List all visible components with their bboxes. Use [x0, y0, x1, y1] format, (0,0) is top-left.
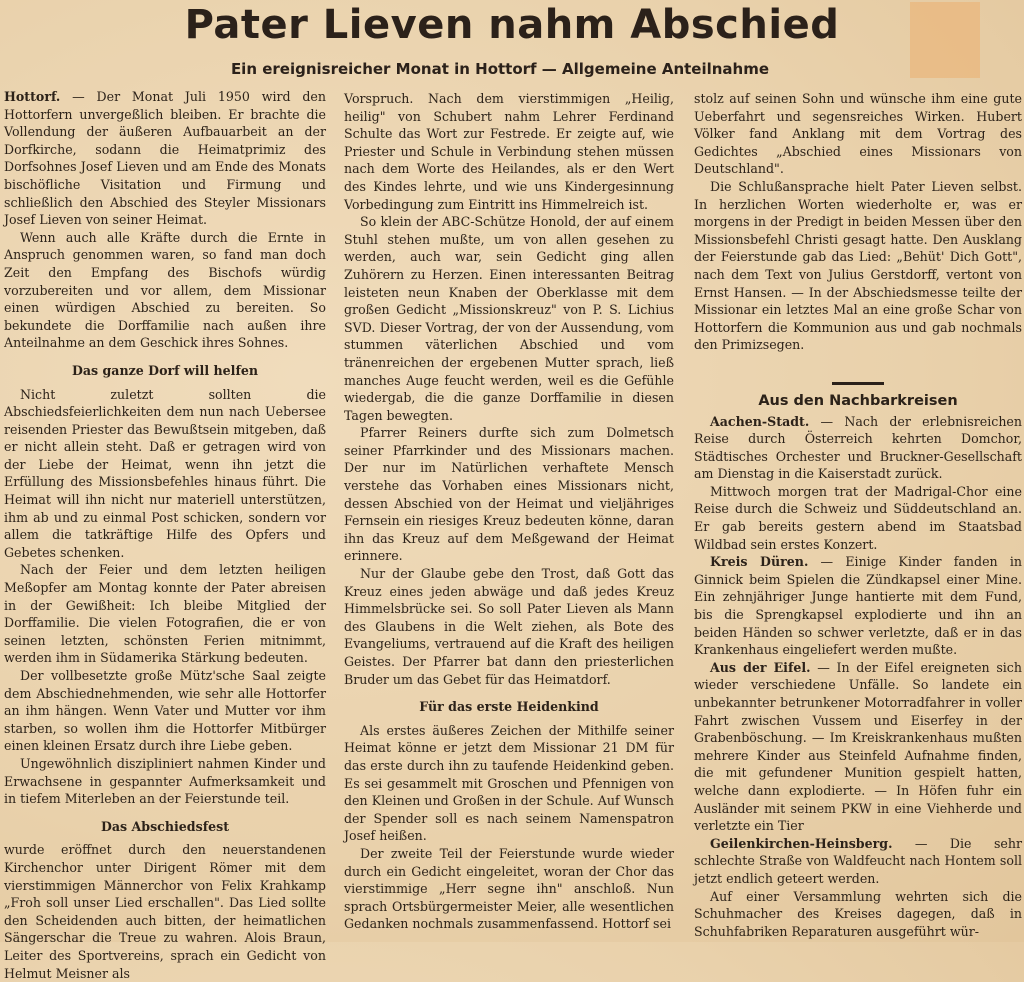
dateline: Hottorf. [4, 89, 61, 104]
paragraph [694, 553, 1022, 659]
paragraph: Nicht zuletzt sollten die Abschiedsfeierlichkeiten dem nun nach Uebersee reisenden Priester das Bewußtsein mitgeben, daß er nicht allein steht. Daß er getragen wird von der Liebe der Heimat, wenn ihn jetzt die Erfüllung des Missionsbefehles hinaus führt. Die Heimat will ihn nicht nur materiell unterstützen, ihm ab und zu einmal Post schicken, sondern vor allem die tatkräftige Hilfe des Opfers und Gebetes schenken. [4, 386, 326, 560]
column-2 [344, 90, 674, 933]
paragraph: Nur der Glaube gebe den Trost, daß Gott das Kreuz eines jeden abwäge und daß jedes Kreuz Himmelsbrücke sei. So soll Pater Lieven als Mann des Glaubens in die Welt ziehen, als Bote des Evangeliums, vertrauend auf die Kraft des heiligen Geistes. Der Pfarrer bat dann den priesterlichen Bruder um das Gebet für das Heimatdorf. [344, 566, 674, 687]
paragraph [4, 88, 326, 229]
paragraph-text: — In der Eifel ereigneten sich wieder verschiedene Unfälle. So landete ein unbekannter betrunkener Motorradfahrer in voller Fahrt zwischen Vussem und Eiserfey in der Grabenböschung. — Im Kreiskrankenhaus mußten mehrere Kinder aus Steinfeld Aufnahme finden, die mit gefundener Munition gespielt hatten, welche dann explodierte. — In Höfen fuhr ein Ausländer mit seinem PKW in eine Viehherde und verletzte ein Tier [694, 659, 1022, 834]
paragraph: Mittwoch morgen trat der Madrigal-Chor eine Reise durch die Schweiz und Süddeutschland an. Er gab bereits gestern abend im Staatsbad Wildbad sein erstes Konzert. [694, 483, 1022, 552]
dateline: Geilenkirchen-Heinsberg. [710, 835, 893, 851]
paragraph [694, 835, 1022, 888]
separator-rule [832, 382, 884, 385]
paragraph: Nach der Feier und dem letzten heiligen Meßopfer am Montag konnte der Pater abreisen in der Gewißheit: Ich bleibe Mitglied der Dorffamilie. Die vielen Fotografien, die er von seinen letzten, schönsten Ferien mitnimmt, werden ihm in Südamerika Stärkung bedeuten. [4, 562, 326, 666]
dateline: Aachen-Stadt. [710, 413, 810, 429]
paragraph-text: — Der Monat Juli 1950 wird den Hottorfern unvergeßlich bleiben. Er brachte die Vollendung der äußeren Aufbauarbeit an der Dorfkirche, sodann die Heimatprimiz des Dorfsohnes Josef Lieven und am Ende des Monats bischöfliche Visitation und Firmung und schließlich den Abschied des Steyler Missionars Josef Lieven von seiner Heimat. [4, 89, 326, 228]
column-1 [4, 88, 326, 982]
paragraph: Der vollbesetzte große Mütz'sche Saal zeigte dem Abschiednehmenden, wie sehr alle Hottorfer an ihm hängen. Wenn Vater und Mutter vor ihm starben, so wollen ihm die Hottorfer Mitbürger einen kleinen Ersatz durch ihre Liebe geben. [4, 668, 326, 754]
paragraph: Wenn auch alle Kräfte durch die Ernte in Anspruch genommen waren, so fand man doch Zeit den Empfang des Bischofs würdig vorzubereiten und vor allem, dem Missionar einen würdigen Abschied zu bereiten. So bekundete die Dorffamilie nach außen ihre Anteilnahme an dem Geschick ihres Sohnes. [4, 229, 326, 351]
paragraph: Der zweite Teil der Feierstunde wurde wieder durch ein Gedicht eingeleitet, woran der Chor das vierstimmige „Herr segne ihn" anschloß. Nun sprach Ortsbürgermeister Meier, alle wesentlichen Gedanken nochmals zusammenfassend. Hottorf sei [344, 845, 674, 932]
section-heading: Aus den Nachbarkreisen [758, 392, 958, 409]
paragraph: Ungewöhnlich diszipliniert nahmen Kinder und Erwachsene in gespannter Aufmerksamkeit und in tiefem Miterleben an der Feierstunde teil. [4, 755, 326, 807]
article-subtitle: Ein ereignisreicher Monat in Hottorf — Allgemeine Anteilnahme [230, 60, 770, 78]
paragraph: Die Schlußansprache hielt Pater Lieven selbst. In herzlichen Worten wiederholte er, was er morgens in der Predigt in beiden Messen über den Missionsbefehl Christi gesagt hatte. Den Ausklang der Feierstunde gab das Lied: „Behüt' Dich Gott", nach dem Text von Julius Gerstdorff, vertont von Ernst Hansen. — In der Abschiedsmesse teilte der Missionar ein letztes Mal an eine große Schar von Hottorfern die Kommunion aus und gab nochmals den Primizsegen. [694, 178, 1022, 353]
dateline: Aus der Eifel. [710, 659, 811, 675]
paragraph: wurde eröffnet durch den neuerstandenen Kirchenchor unter Dirigent Römer mit dem vierstimmigen Männerchor von Felix Krahkamp „Froh soll unser Lied erschallen". Das Lied sollte den Scheidenden auch bitten, der heimatlichen Sängerschar die Treue zu wahren. Alois Braun, Leiter des Sportvereins, sprach ein Gedicht von Helmut Meisner als [4, 842, 326, 981]
article-title: Pater Lieven nahm Abschied [184, 2, 840, 48]
paragraph-text: — Die sehr schlechte Straße von Waldfeucht nach Hontem soll jetzt endlich geteert werden. [694, 835, 1022, 886]
dateline: Kreis Düren. [710, 554, 809, 570]
paragraph-text: — Einige Kinder fanden in Ginnick beim Spielen die Zündkapsel einer Mine. Ein zehnjähriger Junge hantierte mit dem Fund, bis die Sprengkapsel explodierte und ihn an beiden Händen so schwer verletzte, daß er in das Krankenhaus eingeliefert werden mußte. [694, 554, 1022, 658]
column-3 [694, 90, 1022, 940]
section-heading: Das Abschiedsfest [100, 818, 230, 834]
paragraph: Auf einer Versammlung wehrten sich die Schuhmacher des Kreises dagegen, daß in Schuhfabriken Reparaturen ausgeführt wür- [694, 888, 1022, 939]
paragraph-text: — Nach der erlebnisreichen Reise durch Österreich kehrten Domchor, Städtisches Orchester und Bruckner-Gesellschaft am Dienstag in die Kaiserstadt zurück. [694, 413, 1022, 482]
paragraph [694, 659, 1022, 835]
paragraph: Als erstes äußeres Zeichen der Mithilfe seiner Heimat könne er jetzt dem Missionar 21 DM für das erste durch ihn zu taufende Heidenkind geben. Es sei gesammelt mit Groschen und Pfennigen von den Kleinen und Großen in der Schule. Auf Wunsch der Spender soll es nach seinem Namenspatron Josef heißen. [344, 722, 674, 844]
section-heading: Für das erste Heidenkind [419, 699, 599, 715]
paragraph: So klein der ABC-Schütze Honold, der auf einem Stuhl stehen mußte, um von allen gesehen zu werden, auch war, sein Gedicht ging allen Zuhörern zu Herzen. Einen interessanten Beitrag leisteten neun Knaben der Oberklasse mit dem großen Gedicht „Missionskreuz" von P. S. Lichius SVD. Dieser Vortrag, der von der Aussendung, vom stummen väterlichen Abschied und vom tränenreichen der ergebenen Mutter sprach, ließ manches Auge feucht werden, weil es die Gefühle wiedergab, die die ganze Dorffamilie in diesen Tagen bewegten. [344, 214, 674, 423]
paragraph [694, 413, 1022, 483]
paragraph: Pfarrer Reiners durfte sich zum Dolmetsch seiner Pfarrkinder und des Missionars machen. Der nur im Natürlichen verhaftete Mensch verstehe das Vorhaben eines Missionars nicht, dessen Abschied von der Heimat und vieljähriges Fernsein ein riesiges Kreuz bedeuten könne, daran ihn das Kreuz auf dem Meßgewand der Heimat erinnere. [344, 425, 674, 564]
paragraph: Vorspruch. Nach dem vierstimmigen „Heilig, heilig" von Schubert nahm Lehrer Ferdinand Schulte das Wort zur Festrede. Er zeigte auf, wie Priester und Schule in Verbindung stehen müssen nach dem Worte des Heilandes, als er den Wert des Kindes lehrte, und wie uns Kindergesinnung Vorbedingung zum Eintritt ins Himmelreich ist. [344, 91, 674, 212]
paragraph: stolz auf seinen Sohn und wünsche ihm eine gute Ueberfahrt und segensreiches Wirken. Hubert Völker fand Anklang mit dem Vortrag des Gedichtes „Abschied eines Missionars von Deutschland". [694, 91, 1022, 177]
section-heading: Das ganze Dorf will helfen [71, 362, 259, 378]
